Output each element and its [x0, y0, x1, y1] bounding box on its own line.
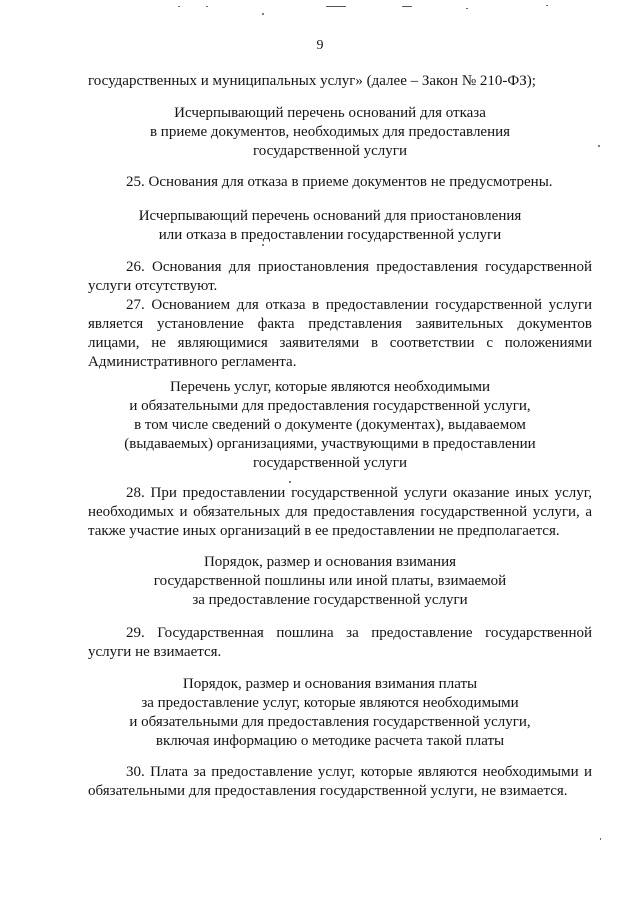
- page-number: 9: [316, 38, 324, 53]
- scan-speck: [262, 13, 264, 15]
- heading-line: Исчерпывающий перечень оснований для приостановления: [138, 208, 522, 224]
- paragraph-27: 27. Основанием для отказа в предоставлении государственной услуги является установление факта представления заявительных документов лицами, не являющимися заявителями в соответствии с положениями Административного регламента.: [88, 297, 592, 370]
- paragraph-text: 25. Основания для отказа в приеме документов не предусмотрены.: [126, 174, 553, 190]
- heading-line: государственной услуги: [253, 455, 407, 471]
- heading-refusal-docs: [70, 104, 590, 161]
- heading-line: в том числе сведений о документе (документах), выдаваемом: [134, 417, 526, 433]
- heading-line: государственной услуги: [253, 143, 407, 159]
- paragraph-25: [88, 173, 592, 192]
- heading-fee: [70, 553, 590, 610]
- scan-speck: [206, 6, 208, 7]
- heading-line: (выдаваемых) организациями, участвующими в предоставлении: [124, 436, 536, 452]
- heading-line: и обязательными для предоставления государственной услуги,: [129, 398, 531, 414]
- heading-line: Порядок, размер и основания взимания платы: [182, 676, 478, 692]
- heading-services-list: [70, 378, 590, 473]
- paragraph-30: [88, 763, 592, 801]
- scan-speck: [598, 145, 600, 147]
- heading-suspension: [70, 207, 590, 245]
- scan-speck: [600, 838, 601, 840]
- heading-line: или отказа в предоставлении государственной услуги: [158, 227, 502, 243]
- paragraph-text: 28. При предоставлении государственной услуги оказание иных услуг, необходимых и обязательных для предоставления государственной услуги, а также участие иных организаций в ее предоставлении не предполагается.: [88, 485, 592, 539]
- heading-line: включая информацию о методике расчета такой платы: [155, 733, 505, 749]
- heading-line: и обязательными для предоставления государственной услуги,: [129, 714, 531, 730]
- heading-payment: [70, 675, 590, 751]
- heading-line: за предоставление государственной услуги: [192, 592, 468, 608]
- scan-speck: [289, 481, 291, 483]
- heading-line: Исчерпывающий перечень оснований для отказа: [174, 105, 486, 121]
- paragraph-text: 30. Плата за предоставление услуг, которые являются необходимыми и обязательными для предоставления государственной услуги, не взимается.: [88, 764, 592, 799]
- paragraph-text: 29. Государственная пошлина за предоставление государственной услуги не взимается.: [88, 625, 592, 660]
- scan-speck: [326, 6, 346, 7]
- paragraph-28: [88, 484, 592, 541]
- scan-speck: [402, 6, 412, 7]
- heading-line: в приеме документов, необходимых для предоставления: [149, 124, 511, 140]
- paragraphs-26-27: [88, 258, 592, 372]
- heading-line: Порядок, размер и основания взимания: [203, 554, 457, 570]
- scan-speck: [178, 6, 180, 7]
- paragraph-26: 26. Основания для приостановления предоставления государственной услуги отсутствуют.: [88, 259, 592, 294]
- scan-speck: [546, 5, 548, 6]
- heading-line: государственной пошлины или иной платы, взимаемой: [153, 573, 507, 589]
- intro-paragraph: [88, 72, 592, 91]
- heading-line: за предоставление услуг, которые являются необходимыми: [141, 695, 519, 711]
- paragraph-29: [88, 624, 592, 662]
- scan-speck: [466, 8, 468, 9]
- intro-line: государственных и муниципальных услуг» (далее – Закон № 210-ФЗ);: [88, 73, 536, 89]
- heading-line: Перечень услуг, которые являются необходимыми: [169, 379, 491, 395]
